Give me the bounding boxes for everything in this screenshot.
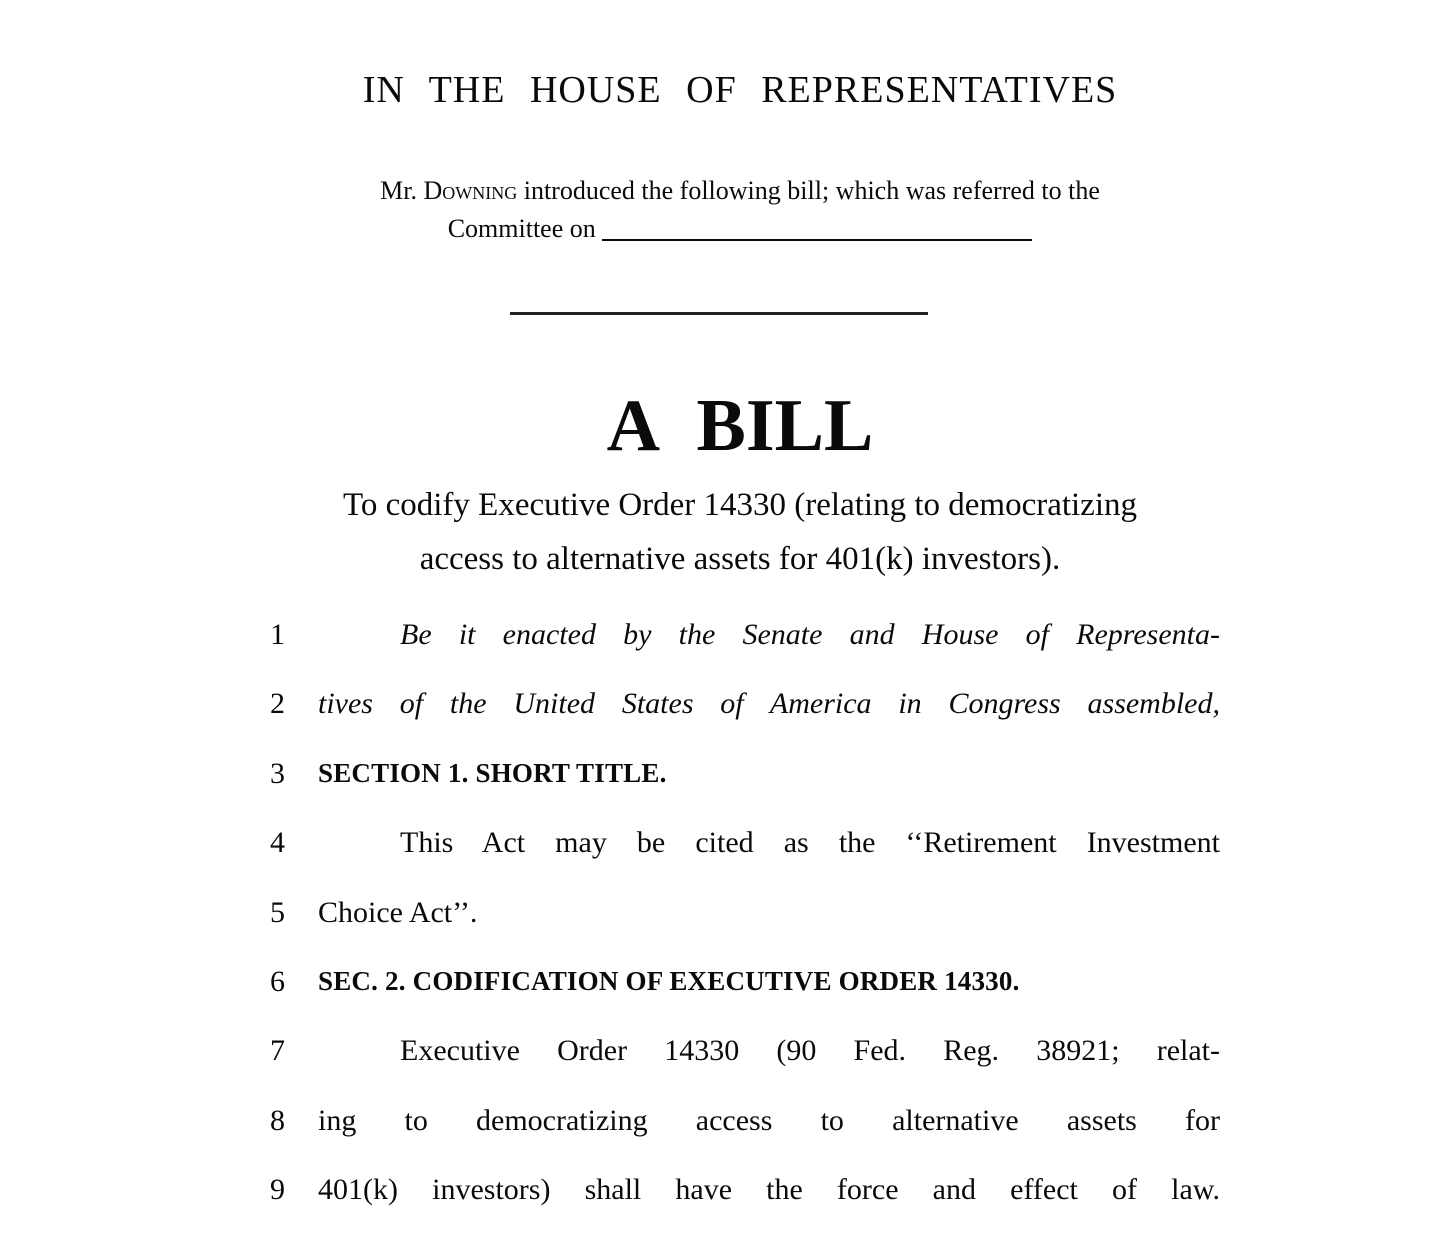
line-text: Choice Act’’. (318, 895, 478, 929)
committee-label: Committee on (447, 214, 596, 243)
line-number: 2 (270, 687, 285, 721)
section-divider-rule (510, 312, 928, 315)
bill-line (270, 1155, 1222, 1224)
line-number: 5 (270, 895, 285, 929)
line-number: 1 (270, 618, 285, 651)
line-number: 3 (270, 756, 285, 790)
line-number: 8 (270, 1103, 285, 1137)
bill-line (270, 808, 1222, 877)
line-text: tives of the United States of America in Congress assembled, (318, 687, 1220, 721)
sponsor-name: Downing (423, 176, 518, 205)
section-heading: SEC. 2. CODIFICATION OF EXECUTIVE ORDER 14330. (318, 965, 1020, 996)
bill-line (270, 1086, 1222, 1155)
line-text: Be it enacted by the Senate and House of Representa- (400, 618, 1220, 651)
bill-heading: A BILL (606, 385, 874, 467)
section-heading: SECTION 1. SHORT TITLE. (318, 757, 667, 788)
bill-line (270, 600, 1222, 669)
line-number: 4 (270, 826, 285, 860)
bill-line (270, 669, 1222, 738)
line-number: 9 (270, 1173, 285, 1207)
long-title (260, 478, 1220, 586)
line-text: Executive Order 14330 (90 Fed. Reg. 38921; relat- (400, 1034, 1220, 1068)
bill-line (270, 1016, 1222, 1085)
bill-line (270, 947, 1222, 1016)
bill-line (270, 739, 1222, 808)
line-text: This Act may be cited as the ‘‘Retirement Investment (400, 826, 1220, 860)
sponsor-prefix: Mr. (380, 176, 417, 205)
long-title-line-1: To codify Executive Order 14330 (relating to democratizing (343, 487, 1137, 523)
line-number: 6 (270, 964, 285, 998)
long-title-line-2: access to alternative assets for 401(k) investors). (419, 541, 1061, 577)
referral-block (260, 172, 1220, 248)
referral-action: introduced the following bill; which was referred to the (523, 176, 1100, 205)
bill-body (270, 600, 1222, 1225)
referral-line-2 (260, 210, 1220, 248)
line-text: ing to democratizing access to alternative assets for (318, 1103, 1220, 1137)
line-number: 7 (270, 1034, 285, 1068)
bill-line (270, 878, 1222, 947)
chamber-heading: IN THE HOUSE OF REPRESENTATIVES (362, 69, 1118, 111)
line-text: 401(k) investors) shall have the force and effect of law. (318, 1173, 1220, 1207)
committee-blank-line (602, 213, 1032, 241)
referral-line-1 (260, 172, 1220, 210)
